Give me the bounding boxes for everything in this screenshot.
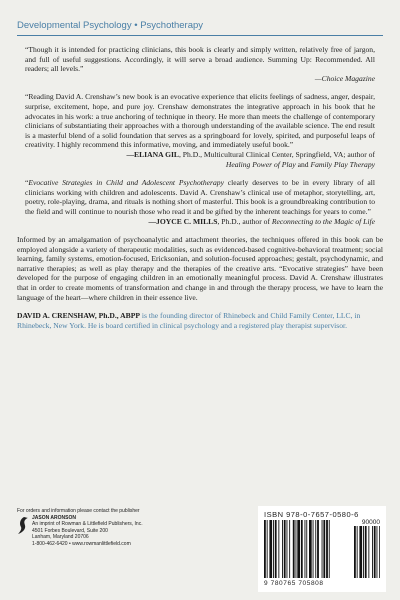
quote-conjunction: and	[295, 159, 311, 169]
review-quote-choice	[25, 45, 375, 83]
barcode-addon-bar	[354, 526, 356, 578]
barcode-bar	[289, 520, 290, 578]
barcode-bar	[275, 520, 277, 578]
isbn-barcode	[258, 506, 386, 592]
publisher-info	[17, 508, 207, 548]
author-bio	[17, 311, 383, 330]
publisher-contact: 1-800-462-6420 • www.rowmanlittlefield.com	[32, 540, 131, 547]
barcode-bar	[309, 520, 312, 578]
barcode-bars-icon	[264, 520, 380, 578]
publisher-logo-icon	[17, 516, 29, 538]
quote-book-title: Healing Power of Play	[225, 159, 296, 169]
barcode-addon-bar	[374, 526, 376, 578]
quote-book-title: Reconnecting to the Magic of Life	[271, 216, 375, 226]
barcode-addon-bar	[359, 526, 362, 578]
quote-attribution-name: —ELIANA GIL	[126, 149, 179, 159]
quote-text: clearly deserves to be in every library of all clinicians working with children and adolescents. David A. Crenshaw’s clinical use of metaphor, storytelling, art, poetry, role-playing, drama, and rituals is nothing short of masterful. This book is a groundbreaking contribution to the field and will continue to nourish those who read it and be gifted by the inherent teachings for years to come.”	[25, 178, 375, 216]
barcode-bar	[297, 520, 300, 578]
barcode-bar	[273, 520, 274, 578]
quote-attribution: —Choice Magazine	[314, 73, 375, 83]
barcode-bar	[317, 520, 319, 578]
barcode-bar	[287, 520, 288, 578]
divider	[17, 35, 383, 36]
publisher-name: JASON ARONSON	[32, 514, 76, 521]
barcode-bar	[301, 520, 303, 578]
ean-number: 9 780765 705808	[264, 580, 324, 587]
category-label: Developmental Psychology • Psychotherapy	[17, 20, 204, 31]
barcode-bar	[305, 520, 306, 578]
isbn-label	[264, 510, 359, 519]
barcode-bar	[326, 520, 328, 578]
author-bio-text: is the founding director of Rhinebeck and Child Family Center, LLC, in Rhinebeck, New York. He is board certified in clinical psychology and a registered play therapist supervisor.	[17, 311, 361, 330]
quote-book-title: Evocative Strategies in Child and Adolescent Psychotherapy	[28, 178, 224, 188]
barcode-bar	[293, 520, 295, 578]
quote-attribution-detail: , Ph.D., author of	[217, 216, 272, 226]
publisher-imprint: An imprint of Rowman & Littlefield Publishers, Inc.	[32, 521, 143, 528]
barcode-bar	[323, 520, 325, 578]
barcode-addon-bar	[365, 526, 367, 578]
barcode-bar	[315, 520, 316, 578]
author-name: DAVID A. CRENSHAW	[17, 311, 95, 321]
barcode-addon-bar	[379, 526, 380, 578]
barcode-bar	[322, 520, 323, 578]
barcode-bar	[282, 520, 283, 578]
barcode-addon-bar	[372, 526, 373, 578]
barcode-bar	[329, 520, 330, 578]
barcode-addon-bar	[363, 526, 364, 578]
isbn-number: ISBN 978-0-7657-0580-6	[264, 510, 359, 519]
quote-book-title: Family Play Therapy	[310, 159, 375, 169]
quote-text: “Reading David A. Crenshaw’s new book is an evocative experience that elicits feelings of sadness, anger, despair, surprise, excitement, hope, and pure joy. Crenshaw demonstrates the integrative approach in his book that he advocates in his work: a true anchoring of technique in theory. He more than meets the challenge of contemporary clinicians of substantiating their approaches with a thorough understanding of the available science. The end result is a masterful blend of a solid foundation that serves as a springboard for lovely, spirited, and purposeful leaps of creativity. I highly recommend this informative, moving, and immediately useful book.”	[25, 92, 375, 150]
quote-text: “Though it is intended for practicing clinicians, this book is clearly and simply written, relatively free of jargon, and full of useful suggestions. Accordingly, it will serve a broad audience. Summing Up: Recommended. All readers; all levels.”	[25, 45, 375, 74]
quote-attribution-name: —JOYCE C. MILLS	[148, 216, 218, 226]
barcode-addon-bar	[357, 526, 358, 578]
barcode-bar	[267, 520, 268, 578]
barcode-bar	[264, 520, 266, 578]
barcode-bar	[269, 520, 272, 578]
author-credentials: , Ph.D., ABPP	[94, 311, 141, 321]
addon-number: 90000	[361, 519, 380, 526]
barcode-bar	[306, 520, 307, 578]
barcode-bar	[284, 520, 286, 578]
book-description: Informed by an amalgamation of psychoanalytic and attachment theories, the techniques offered in this book can be employed alongside a variety of therapeutic modalities, such as evidenced-based cognitive-behavioral treatment; social learning, family systems, emotion-focused, Ericksonian, and solution-focused approaches; gestalt, psychodynamic, and narrative therapies; as well as play therapy and the therapies of the creative arts. “Evocative strategies” have been developed for the purpose of engaging children in an emotionally meaningful process. David A. Crenshaw illustrates that in order to create moments of transformation and change in and through the therapy process, we have to learn the language of the heart—where children in their essence live.	[17, 235, 383, 302]
publisher-address-line1: 4501 Forbes Boulevard, Suite 200	[32, 527, 108, 534]
publisher-address-line2: Lanham, Maryland 20706	[32, 534, 89, 541]
review-quote-mills: “Evocative Strategies in Child and Adolescent Psychotherapy clearly deserves to be in every library of all clinicians working with children and adolescents. David A. Crenshaw’s clinical use of metaphor, storytelling, art, poetry, role-playing, drama, and rituals is nothing short of masterful. This book is a groundbreaking contribution to the field and will continue to nourish those who read it and be gifted by the inherent teachings for years to come.” —JOYCE C. MILLS, Ph.D., author of Reconnecting to the Magic of Life	[25, 178, 375, 226]
review-quote-gil	[25, 92, 375, 169]
barcode-bar	[278, 520, 279, 578]
barcode-bar	[313, 520, 314, 578]
barcode-addon-bar	[377, 526, 378, 578]
publisher-orders-line: For orders and information please contact the publisher	[17, 508, 140, 514]
barcode-bar	[296, 520, 297, 578]
barcode-addon-bar	[368, 526, 369, 578]
quote-attribution-detail: , Ph.D., Multicultural Clinical Center, Springfield, VA; author of	[179, 149, 375, 159]
